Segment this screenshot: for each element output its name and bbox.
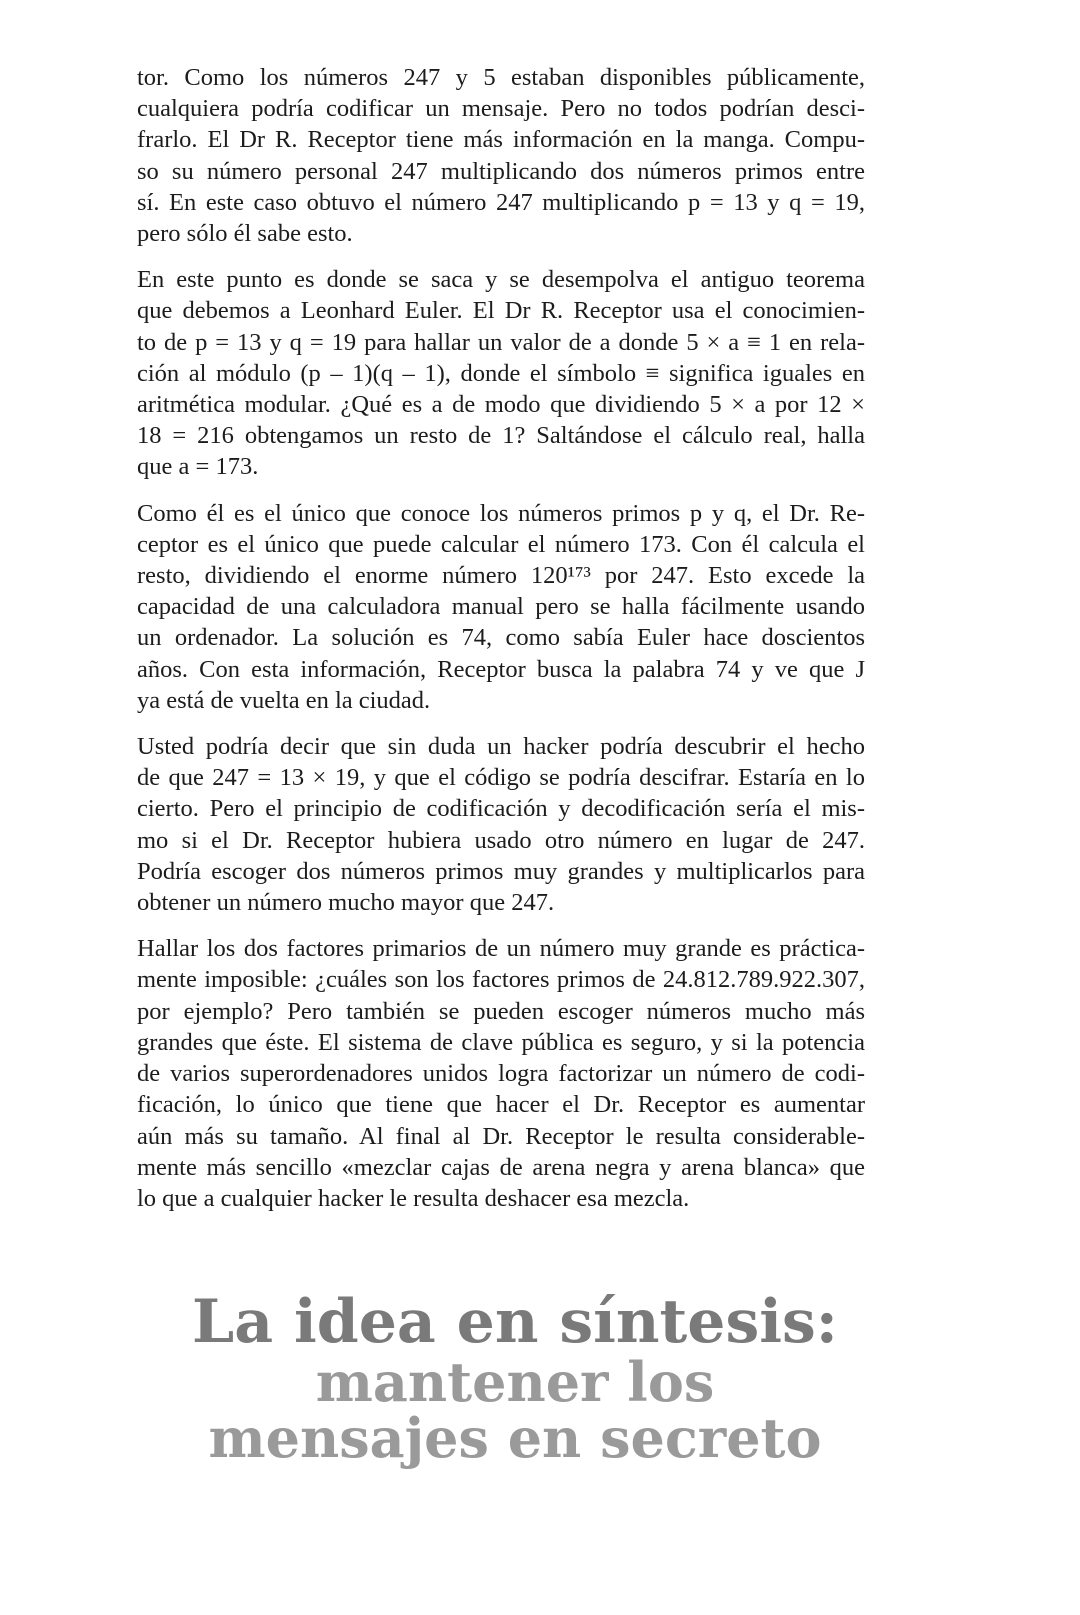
text-line: lo que a cualquier hacker le resulta deshacer esa mezcla. — [137, 1184, 690, 1212]
text-line: resto, dividiendo el enorme número 120¹⁷³ por 247. Esto excede la — [137, 562, 865, 590]
text-line: so su número personal 247 multiplicando dos números primos entre — [137, 157, 865, 185]
text-line: to de p = 13 y q = 19 para hallar un valor de a donde 5 × a ≡ 1 en rela- — [137, 328, 865, 356]
paragraph-1 — [137, 62, 865, 249]
text-line: ción al módulo (p – 1)(q – 1), donde el símbolo ≡ significa iguales en — [137, 359, 865, 387]
text-line: de varios superordenadores unidos logra factorizar un número de codi- — [137, 1060, 865, 1088]
text-line: sí. En este caso obtuvo el número 247 multiplicando p = 13 y q = 19, — [137, 188, 865, 216]
text-line: ceptor es el único que puede calcular el número 173. Con él calcula el — [137, 530, 865, 558]
text-line: mo si el Dr. Receptor hubiera usado otro número en lugar de 247. — [137, 826, 865, 854]
text-line: Usted podría decir que sin duda un hacker podría descubrir el hecho — [137, 733, 865, 761]
text-line: un ordenador. La solución es 74, como sabía Euler hace doscientos — [137, 624, 865, 652]
paragraph-3 — [137, 498, 865, 716]
text-line: que a = 173. — [137, 453, 259, 481]
text-line: años. Con esta información, Receptor busca la palabra 74 y ve que J — [137, 655, 865, 683]
text-line: que debemos a Leonhard Euler. El Dr R. Receptor usa el conocimien- — [137, 297, 865, 325]
text-line: ficación, lo único que tiene que hacer el Dr. Receptor es aumentar — [137, 1091, 865, 1119]
text-line: Podría escoger dos números primos muy grandes y multiplicarlos para — [137, 857, 865, 885]
text-line: ya está de vuelta en la ciudad. — [137, 686, 431, 714]
paragraph-4 — [137, 731, 865, 918]
text-line: Como él es el único que conoce los números primos p y q, el Dr. Re- — [137, 499, 865, 527]
text-line: aún más su tamaño. Al final al Dr. Receptor le resulta considerable- — [137, 1122, 865, 1150]
text-line: mente más sencillo «mezclar cajas de arena negra y arena blanca» que — [137, 1153, 865, 1181]
text-line: cualquiera podría codificar un mensaje. Pero no todos podrían desci- — [137, 95, 865, 123]
text-line: En este punto es donde se saca y se desempolva el antiguo teorema — [137, 266, 865, 294]
text-line: grandes que éste. El sistema de clave pública es seguro, y si la potencia — [137, 1028, 865, 1056]
text-line: 18 = 216 obtengamos un resto de 1? Saltándose el cálculo real, halla — [137, 422, 865, 450]
paragraph-2 — [137, 264, 865, 482]
body-text — [137, 62, 865, 1229]
text-line: de que 247 = 13 × 19, y que el código se podría descifrar. Estaría en lo — [137, 764, 865, 792]
text-line: por ejemplo? Pero también se pueden escoger números mucho más — [137, 997, 865, 1025]
summary-subheading-line-1: mantener los — [315, 1350, 715, 1414]
text-line: aritmética modular. ¿Qué es a de modo que dividiendo 5 × a por 12 × — [137, 391, 865, 419]
paragraph-5 — [137, 933, 865, 1214]
text-line: obtener un número mucho mayor que 247. — [137, 889, 555, 917]
text-line: cierto. Pero el principio de codificación y decodificación sería el mis- — [137, 795, 865, 823]
text-line: mente imposible: ¿cuáles son los factores primos de 24.812.789.922.307, — [137, 966, 865, 994]
text-line: pero sólo él sabe esto. — [137, 220, 353, 248]
text-line: Hallar los dos factores primarios de un número muy grande es práctica- — [137, 935, 865, 963]
text-line: frarlo. El Dr R. Receptor tiene más información en la manga. Compu- — [137, 126, 865, 154]
text-line: capacidad de una calculadora manual pero se halla fácilmente usando — [137, 593, 865, 621]
summary-heading-block — [150, 1287, 880, 1470]
summary-heading: La idea en síntesis: — [192, 1287, 838, 1357]
summary-subheading-line-2: mensajes en secreto — [208, 1406, 822, 1470]
text-line: tor. Como los números 247 y 5 estaban disponibles públicamente, — [137, 64, 865, 91]
